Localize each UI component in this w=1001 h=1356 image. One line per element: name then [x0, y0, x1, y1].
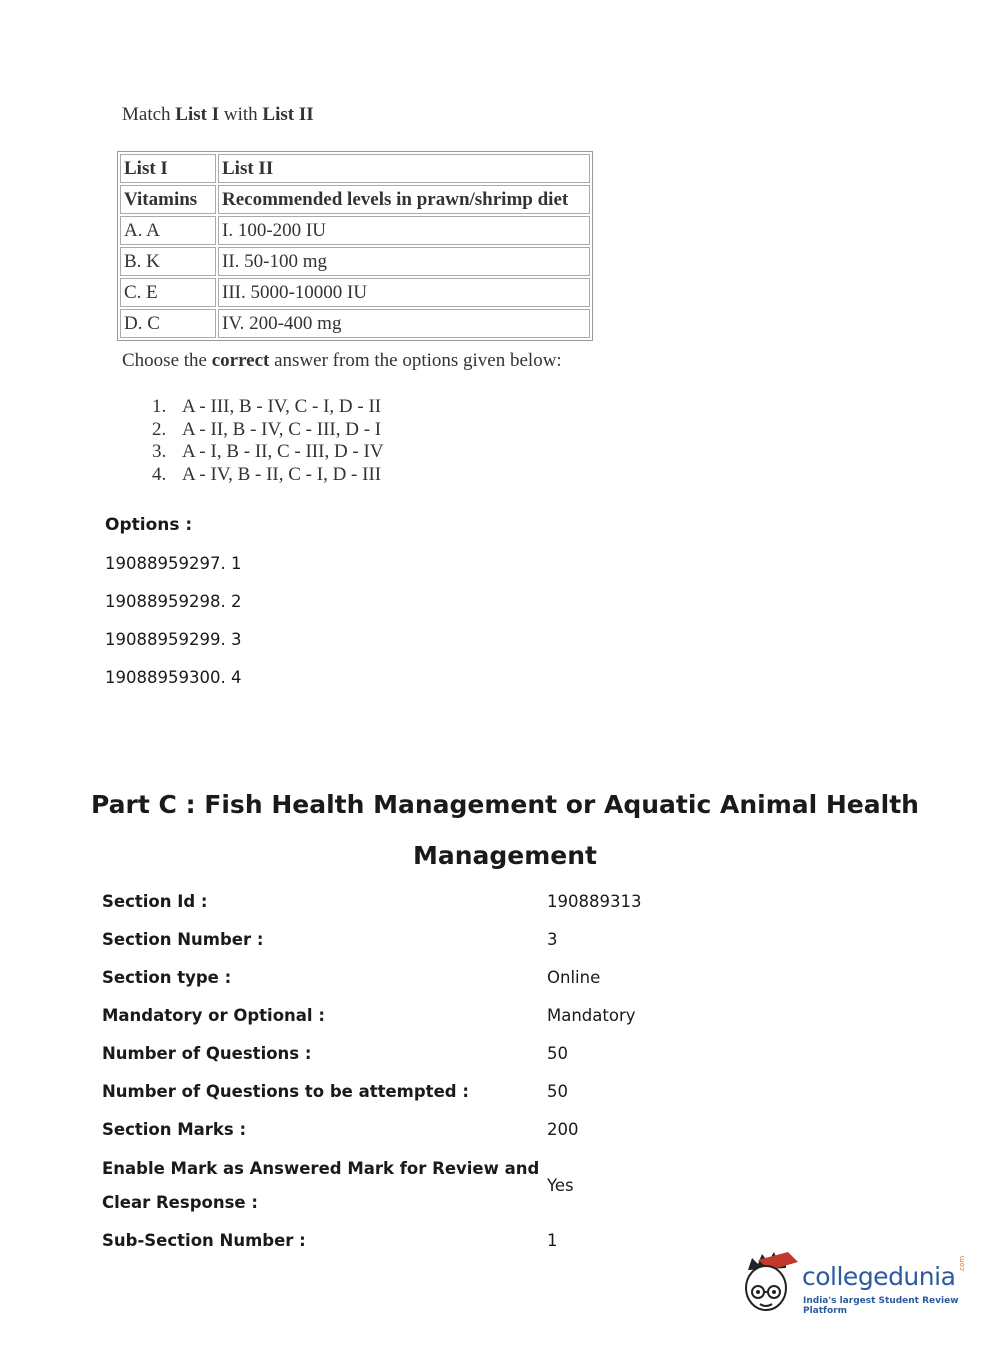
answer-text: A - IV, B - II, C - I, D - III — [182, 464, 382, 486]
num-questions-label: Number of Questions : — [102, 1044, 312, 1063]
options-heading: Options : — [105, 515, 193, 535]
section-marks-value: 200 — [547, 1120, 579, 1139]
table-cell: I. 100-200 IU — [218, 216, 590, 245]
intro-list-ii: List II — [262, 104, 314, 125]
section-marks-label: Section Marks : — [102, 1120, 247, 1139]
intro-with: with — [219, 104, 263, 125]
part-title-line2: Management — [412, 841, 598, 870]
mascot-icon — [740, 1248, 802, 1318]
answer-number: 3. — [152, 441, 167, 463]
table-header-cell: List II — [218, 154, 590, 183]
match-table — [117, 151, 593, 341]
answer-number: 1. — [152, 396, 167, 417]
mandatory-label: Mandatory or Optional : — [102, 1006, 325, 1025]
option-item: 19088959298. 2 — [105, 592, 242, 611]
intro-text: Match — [122, 104, 176, 125]
num-questions-value: 50 — [547, 1044, 568, 1063]
table-header-row — [120, 154, 590, 183]
answer-number: 2. — [152, 418, 167, 440]
logo-brand-text: collegedunia — [802, 1262, 956, 1291]
table-row — [120, 309, 590, 338]
choose-instruction — [122, 350, 562, 372]
table-cell: B. K — [120, 247, 216, 276]
section-id-label: Section Id : — [102, 892, 208, 911]
intro-list-i: List I — [175, 104, 220, 125]
choose-bold: correct — [211, 350, 270, 371]
section-type-label: Section type : — [102, 968, 232, 987]
answer-list — [152, 396, 384, 487]
answer-text: A - III, B - IV, C - I, D - II — [182, 396, 382, 417]
mandatory-value: Mandatory — [547, 1006, 636, 1025]
enable-mark-label-line2: Clear Response : — [102, 1193, 258, 1212]
answer-number: 4. — [152, 464, 167, 486]
num-attempt-value: 50 — [547, 1082, 568, 1101]
logo-dotcom: .com — [958, 1255, 966, 1273]
choose-text-end: answer from the options given below: — [269, 350, 562, 371]
table-row — [120, 216, 590, 245]
table-cell: II. 50-100 mg — [218, 247, 590, 276]
table-header-cell: Vitamins — [120, 185, 216, 214]
part-title-line1: Part C : Fish Health Management or Aquatic Animal Health — [91, 790, 919, 819]
list-item — [152, 419, 384, 442]
option-item: 19088959297. 1 — [105, 554, 242, 573]
table-cell: D. C — [120, 309, 216, 338]
table-header-cell: List I — [120, 154, 216, 183]
table-row — [120, 278, 590, 307]
list-item — [152, 396, 384, 419]
section-number-label: Section Number : — [102, 930, 264, 949]
table-cell: C. E — [120, 278, 216, 307]
table-subheader-row — [120, 185, 590, 214]
table-row — [120, 247, 590, 276]
collegedunia-logo — [740, 1248, 970, 1318]
table-header-cell: Recommended levels in prawn/shrimp diet — [218, 185, 590, 214]
list-item — [152, 464, 384, 487]
question-intro — [122, 104, 314, 126]
num-attempt-label: Number of Questions to be attempted : — [102, 1082, 469, 1101]
section-type-value: Online — [547, 968, 601, 987]
answer-text: A - II, B - IV, C - III, D - I — [182, 418, 382, 440]
enable-mark-label-line1: Enable Mark as Answered Mark for Review and — [102, 1159, 540, 1178]
logo-tagline: India's largest Student Review Platform — [803, 1296, 959, 1316]
list-item — [152, 441, 384, 464]
table-cell: III. 5000-10000 IU — [218, 278, 590, 307]
table-cell: IV. 200-400 mg — [218, 309, 590, 338]
choose-text: Choose the — [122, 350, 212, 371]
section-number-value: 3 — [547, 930, 558, 949]
section-id-value: 190889313 — [547, 892, 642, 911]
enable-mark-value: Yes — [547, 1176, 574, 1195]
table-cell: A. A — [120, 216, 216, 245]
answer-text: A - I, B - II, C - III, D - IV — [182, 441, 384, 463]
subsection-label: Sub-Section Number : — [102, 1231, 306, 1250]
subsection-value: 1 — [547, 1231, 558, 1250]
option-item: 19088959299. 3 — [105, 630, 242, 649]
option-item: 19088959300. 4 — [105, 668, 242, 687]
